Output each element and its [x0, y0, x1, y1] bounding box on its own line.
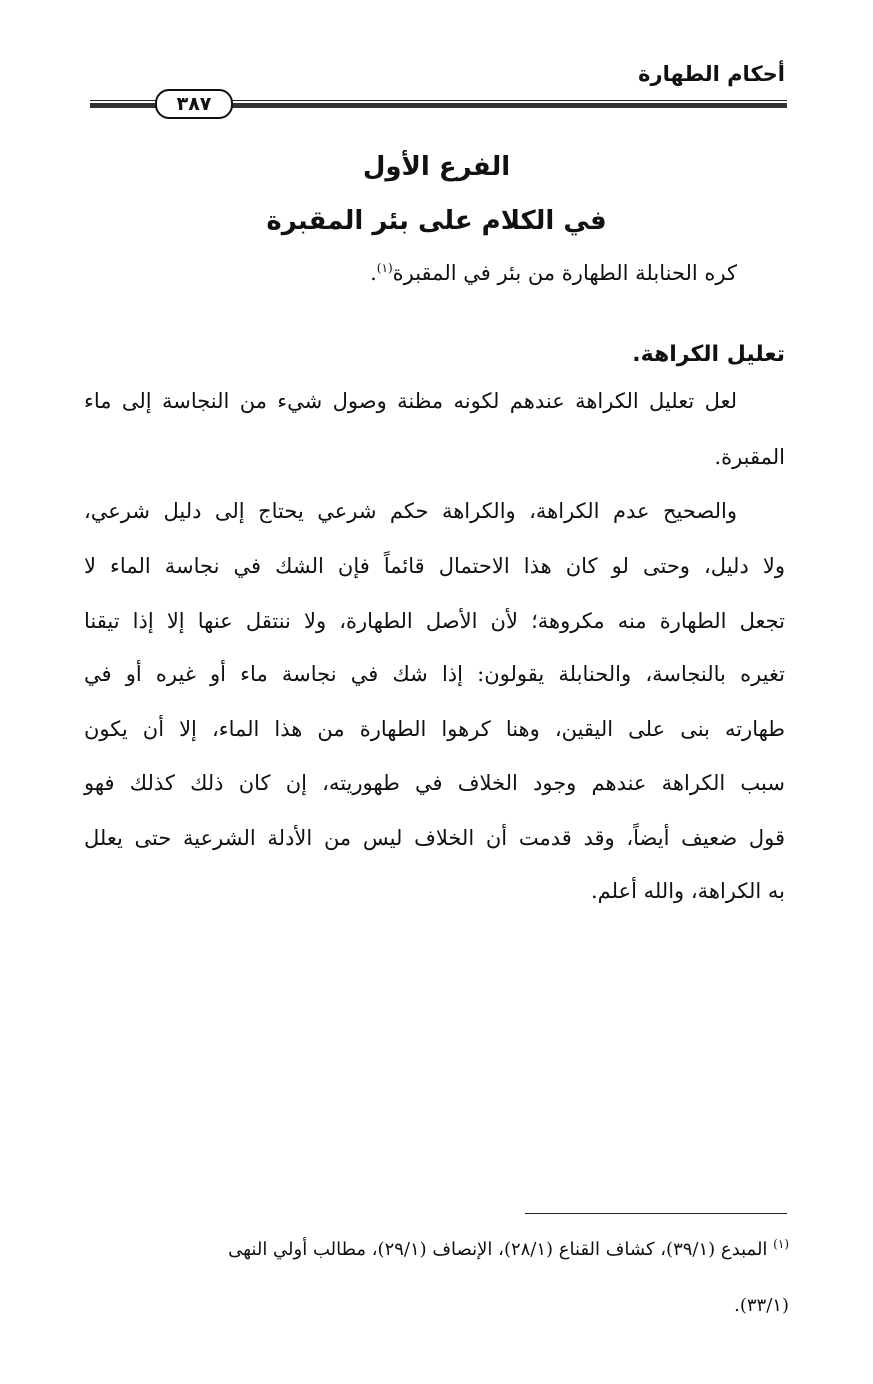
footnote-separator	[525, 1213, 787, 1214]
running-title: أحكام الطهارة	[638, 62, 785, 86]
paragraph-line: تغيره بالنجاسة، والحنابلة يقولون: إذا شك في نجاسة ماء أو غيره أو في	[84, 662, 785, 686]
section-title: تعليل الكراهة.	[632, 342, 785, 367]
paragraph-line: والصحيح عدم الكراهة، والكراهة حكم شرعي يحتاج إلى دليل شرعي،	[84, 499, 738, 523]
paragraph-line: ولا دليل، وحتى لو كان هذا الاحتمال قائماً فإن الشك في نجاسة الماء لا	[84, 554, 785, 578]
intro-end: .	[370, 261, 377, 285]
branch-heading: الفرع الأول	[362, 152, 511, 182]
footnote-continuation: (٣٣/١).	[734, 1295, 789, 1316]
paragraph-line: طهارته بنى على اليقين، وهنا كرهوا الطهارة من هذا الماء، إلا أن يكون	[84, 717, 785, 741]
paragraph-line: قول ضعيف أيضاً، وقد قدمت أن الخلاف ليس من الأدلة الشرعية حتى يعلل	[84, 826, 785, 850]
footnote-marker: (١)	[773, 1237, 789, 1251]
footnote-reference: (١)	[376, 261, 393, 275]
paragraph-line: المقبرة.	[714, 445, 785, 469]
page-number: ٣٨٧	[155, 89, 233, 119]
paragraph-line: تجعل الطهارة منه مكروهة؛ لأن الأصل الطهارة، ولا ننتقل عنها إلا إذا تيقنا	[84, 609, 785, 633]
paragraph-line: لعل تعليل الكراهة عندهم لكونه مظنة وصول شيء من النجاسة إلى ماء	[84, 389, 737, 413]
intro-paragraph	[84, 258, 737, 288]
footnote-text: المبدع (٣٩/١)، كشاف القناع (٢٨/١)، الإنصاف (٢٩/١)، مطالب أولي النهى	[228, 1239, 768, 1260]
paragraph-line: به الكراهة، والله أعلم.	[590, 879, 785, 903]
intro-text: كره الحنابلة الطهارة من بئر في المقبرة	[392, 261, 737, 285]
topic-heading: في الكلام على بئر المقبرة	[266, 206, 607, 236]
paragraph-line: سبب الكراهة عندهم وجود الخلاف في طهوريته، إن كان ذلك كذلك فهو	[84, 771, 785, 795]
footnote	[88, 1236, 789, 1264]
